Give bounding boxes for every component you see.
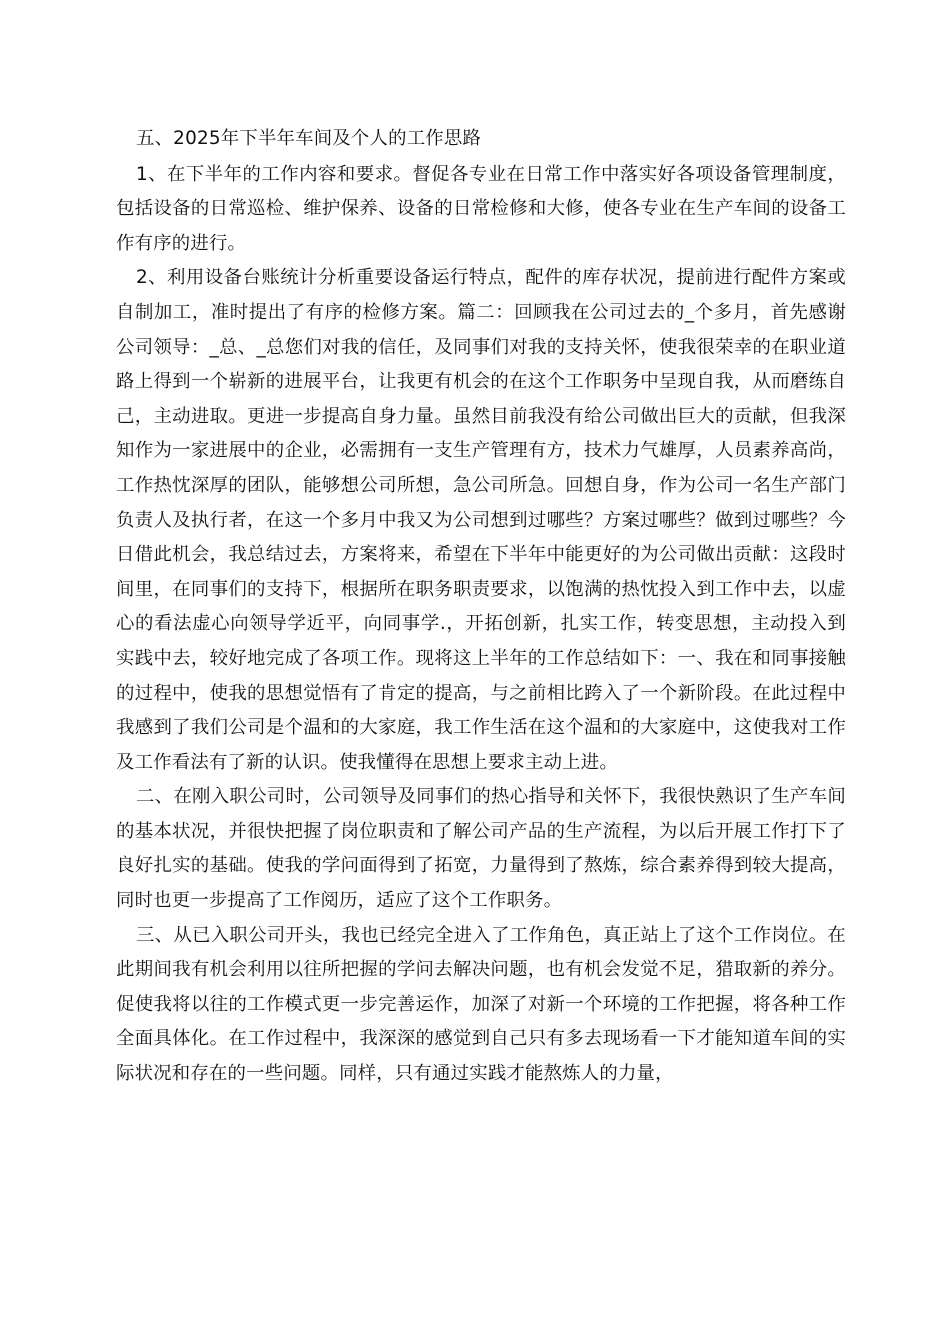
paragraph-1: 1、在下半年的工作内容和要求。督促各专业在日常工作中落实好各项设备管理制度，包括设备的日常巡检、维护保养、设备的日常检修和大修，使各专业在生产车间的设备工作有序的进行。 [116, 163, 846, 254]
paragraph-2: 2、利用设备台账统计分析重要设备运行特点，配件的库存状况，提前进行配件方案或自制加工，准时提出了有序的检修方案。篇二：回顾我在公司过去的_个多月，首先感谢公司领导：_总、_总您们对我的信任，及同事们对我的支持关怀，使我很荣幸的在职业道路上得到一个崭新的进展平台，让我更有机会的在这个工作职务中呈现自我，从而磨练自己，主动进取。更进一步提高自身力量。虽然目前我没有给公司做出巨大的贡献，但我深知作为一家进展中的企业，必需拥有一支生产管理有方，技术力气雄厚，人员素养高尚，工作热忱深厚的团队，能够想公司所想，急公司所急。回想自身，作为公司一名生产部门负责人及执行者，在这一个多月中我又为公司想到过哪些？方案过哪些？做到过哪些？今日借此机会，我总结过去，方案将来，希望在下半年中能更好的为公司做出贡献：这段时间里，在同事们的支持下，根据所在职务职责要求，以饱满的热忱投入到工作中去，以虚心的看法虚心向领导学近平，向同事学.，开拓创新，扎实工作，转变思想，主动投入到实践中去，较好地完成了各项工作。现将这上半年的工作总结如下：一、我在和同事接触的过程中，使我的思想觉悟有了肯定的提高，与之前相比跨入了一个新阶段。在此过程中我感到了我们公司是个温和的大家庭，我工作生活在这个温和的大家庭中，这使我对工作及工作看法有了新的认识。使我懂得在思想上要求主动上进。 [116, 267, 846, 773]
paragraph-4: 三、从已入职公司开头，我也已经完全进入了工作角色，真正站上了这个工作岗位。在此期间我有机会利用以往所把握的学问去解决问题，也有机会发觉不足，猎取新的养分。促使我将以往的工作模式更一步完善运作，加深了对新一个环境的工作把握，将各种工作全面具体化。在工作过程中，我深深的感觉到自己只有多去现场看一下才能知道车间的实际状况和存在的一些问题。同样，只有通过实践才能熬炼人的力量， [116, 924, 846, 1085]
document-page [116, 122, 846, 1092]
paragraph-3: 二、在刚入职公司时，公司领导及同事们的热心指导和关怀下，我很快熟识了生产车间的基本状况，并很快把握了岗位职责和了解公司产品的生产流程，为以后开展工作打下了良好扎实的基础。使我的学问面得到了拓宽，力量得到了熬炼，综合素养得到较大提高，同时也更一步提高了工作阅历，适应了这个工作职务。 [116, 786, 846, 912]
section-heading: 五、2025年下半年车间及个人的工作思路 [136, 128, 482, 149]
